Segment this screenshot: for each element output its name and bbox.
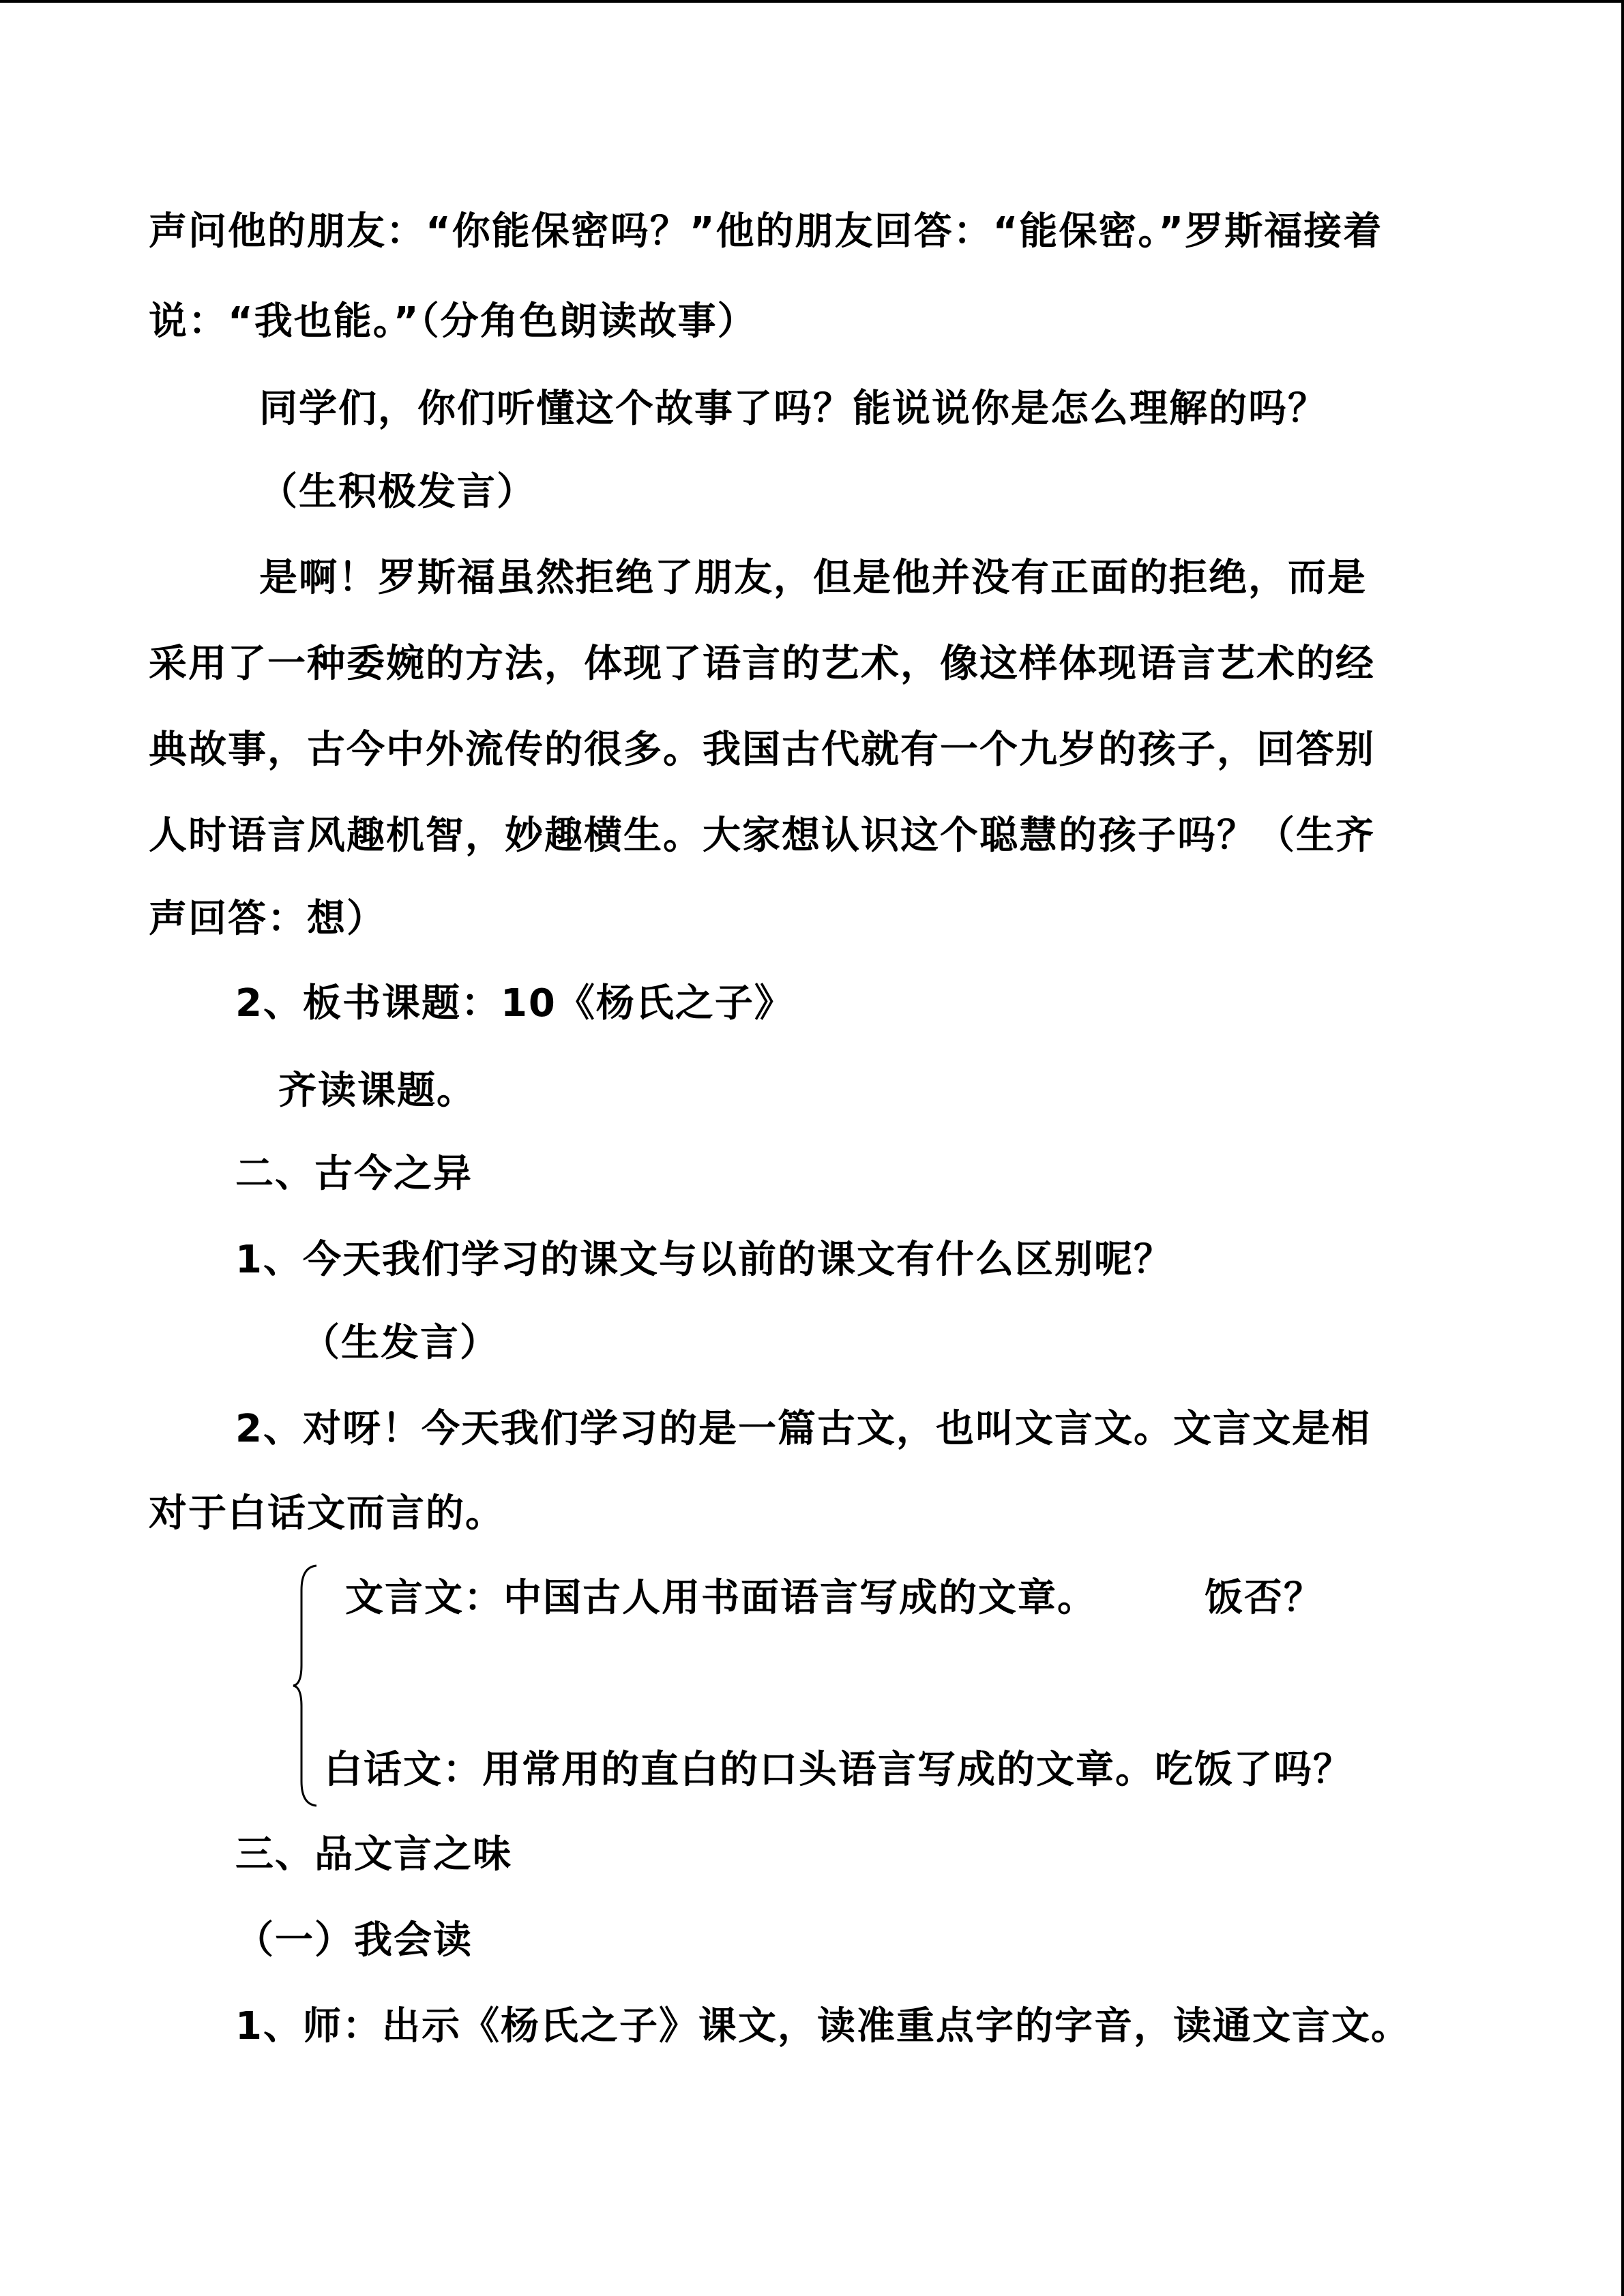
classical-example: 饭否？ bbox=[1205, 1576, 1323, 1620]
paragraph-line: 声回答：想） bbox=[149, 897, 386, 941]
paragraph-line: 齐读课题。 bbox=[278, 1069, 476, 1113]
curly-brace bbox=[292, 1563, 319, 1808]
paragraph-line: （生发言） bbox=[301, 1321, 499, 1365]
paragraph-line: 1、今天我们学习的课文与以前的课文有什么区别呢？ bbox=[235, 1238, 1173, 1282]
paragraph-line: 声问他的朋友：“你能保密吗？”他的朋友回答：“能保密。”罗斯福接着 bbox=[149, 209, 1383, 254]
paragraph-line: 2、对呀！今天我们学习的是一篇古文，也叫文言文。文言文是相 bbox=[235, 1407, 1371, 1451]
paragraph-line: 采用了一种委婉的方法，体现了语言的艺术，像这样体现语言艺术的经 bbox=[149, 642, 1375, 686]
paragraph-line: 1、师：出示《杨氏之子》课文，读准重点字的字音，读通文言文。 bbox=[235, 2004, 1411, 2048]
paragraph-line: 典故事，古今中外流传的很多。我国古代就有一个九岁的孩子，回答别 bbox=[149, 728, 1375, 772]
subsection-heading: （一）我会读 bbox=[235, 1918, 473, 1963]
section-heading: 二、古今之异 bbox=[235, 1152, 473, 1196]
paragraph-line: 人时语言风趣机智，妙趣横生。大家想认识这个聪慧的孩子吗？（生齐 bbox=[149, 814, 1375, 858]
board-title-line: 2、板书课题：10《杨氏之子》 bbox=[235, 981, 794, 1026]
paragraph-line: 说：“我也能。”（分角色朗读故事） bbox=[149, 299, 757, 344]
classical-chinese-definition: 文言文：中国古人用书面语言写成的文章。 bbox=[345, 1576, 1097, 1620]
vernacular-definition: 白话文：用常用的直白的口头语言写成的文章。吃饭了吗？ bbox=[324, 1748, 1353, 1792]
paragraph-line: 对于白话文而言的。 bbox=[149, 1491, 505, 1536]
section-heading: 三、品文言之味 bbox=[235, 1832, 512, 1877]
paragraph-line: 是啊！罗斯福虽然拒绝了朋友，但是他并没有正面的拒绝，而是 bbox=[259, 556, 1367, 600]
paragraph-line: 同学们，你们听懂这个故事了吗？能说说你是怎么理解的吗？ bbox=[259, 387, 1327, 431]
paragraph-line: （生积极发言） bbox=[259, 470, 536, 514]
